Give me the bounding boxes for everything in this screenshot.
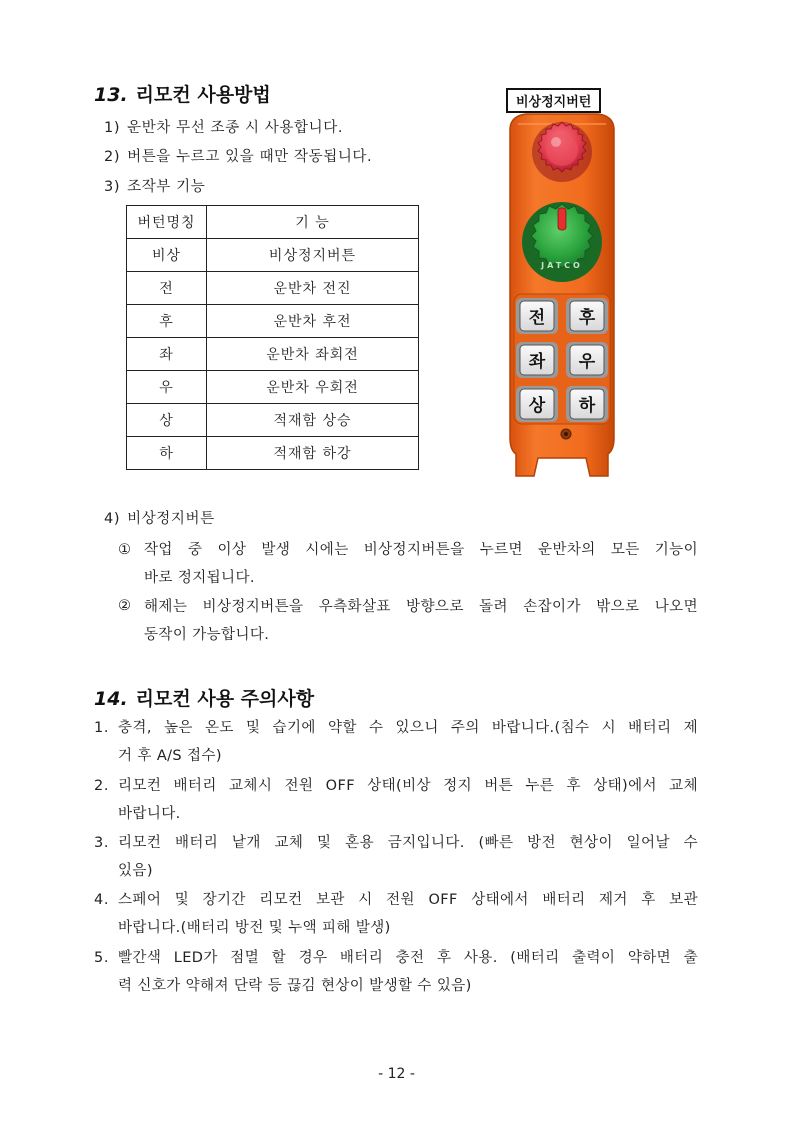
table-cell: 좌 xyxy=(127,338,207,371)
table-cell: 비상정지버튼 xyxy=(207,239,419,272)
list-marker: 2. xyxy=(94,778,110,794)
emergency-stop-label: 비상정지버턴 xyxy=(506,88,601,113)
list-item: 3) 조작부 기능 xyxy=(104,179,206,195)
function-table xyxy=(126,205,419,470)
page-number: - 12 - xyxy=(378,1066,415,1082)
remote-key-right[interactable] xyxy=(566,342,608,378)
rotary-knob[interactable] xyxy=(522,202,602,282)
remote-key-forward[interactable] xyxy=(516,298,558,334)
svg-text:좌: 좌 xyxy=(528,352,546,372)
list-line: 바랍니다.(배터리 방전 및 누액 피해 발생) xyxy=(118,920,391,936)
table-row xyxy=(127,338,419,371)
section-14-title xyxy=(94,684,314,711)
list-line: 빨간색 LED가 점멸 할 경우 배터리 충전 후 사용. (배터리 출력이 약하면 출 xyxy=(118,950,698,966)
list-marker: 4. xyxy=(94,892,110,908)
list-line: 있음) xyxy=(118,863,153,879)
sub-item-line: 바로 정지됩니다. xyxy=(144,570,255,586)
svg-text:우: 우 xyxy=(578,352,596,372)
sub-item-line: 작업 중 이상 발생 시에는 비상정지버튼을 누르면 운반차의 모든 기능이 xyxy=(144,542,698,558)
list-line: 스페어 및 장기간 리모컨 보관 시 전원 OFF 상태에서 배터리 제거 후 보관 xyxy=(118,892,698,908)
table-cell: 전 xyxy=(127,272,207,305)
list-line: 력 신호가 약해져 단락 등 끊김 현상이 발생할 수 있음) xyxy=(118,978,472,994)
list-item: 4) 비상정지버튼 xyxy=(104,511,215,527)
remote-key-left[interactable] xyxy=(516,342,558,378)
svg-text:전: 전 xyxy=(528,308,546,328)
table-cell: 운반차 좌회전 xyxy=(207,338,419,371)
table-cell: 운반차 후전 xyxy=(207,305,419,338)
emergency-stop-button[interactable] xyxy=(532,122,592,182)
remote-key-down[interactable] xyxy=(566,386,608,422)
list-marker: 1. xyxy=(94,720,110,736)
table-cell: 운반차 전진 xyxy=(207,272,419,305)
section-13-number: 13. xyxy=(94,84,128,106)
table-row xyxy=(127,371,419,404)
remote-key-backward[interactable] xyxy=(566,298,608,334)
sub-item-line: 해제는 비상정지버튼을 우측화살표 방향으로 돌려 손잡이가 밖으로 나오면 xyxy=(144,599,698,615)
table-cell: 적재함 하강 xyxy=(207,437,419,470)
table-cell: 하 xyxy=(127,437,207,470)
svg-text:후: 후 xyxy=(578,308,596,328)
remote-control-image xyxy=(496,108,628,482)
svg-text:하: 하 xyxy=(578,396,596,416)
table-header-row xyxy=(127,206,419,239)
list-marker: 3. xyxy=(94,835,110,851)
section-13-title xyxy=(94,80,271,107)
section-14-number: 14. xyxy=(94,688,128,710)
table-header-cell: 기 능 xyxy=(207,206,419,239)
svg-text:상: 상 xyxy=(528,396,546,416)
list-line: 리모컨 배터리 교체시 전원 OFF 상태(비상 정지 버튼 누른 후 상태)에서 교체 xyxy=(118,778,698,794)
table-row xyxy=(127,272,419,305)
remote-key-up[interactable] xyxy=(516,386,558,422)
sub-item-line: 동작이 가능합니다. xyxy=(144,627,270,643)
list-marker: 5. xyxy=(94,950,110,966)
list-line: 거 후 A/S 접수) xyxy=(118,748,222,764)
table-cell: 후 xyxy=(127,305,207,338)
table-row xyxy=(127,437,419,470)
list-item: 1) 운반차 무선 조종 시 사용합니다. xyxy=(104,120,344,136)
table-cell: 상 xyxy=(127,404,207,437)
table-cell: 적재함 상승 xyxy=(207,404,419,437)
table-row xyxy=(127,239,419,272)
list-line: 바랍니다. xyxy=(118,806,181,822)
table-cell: 비상 xyxy=(127,239,207,272)
section-13-title-text: 리모컨 사용방법 xyxy=(135,84,271,106)
table-row xyxy=(127,305,419,338)
table-header-cell: 버턴명칭 xyxy=(127,206,207,239)
section-14-title-text: 리모컨 사용 주의사항 xyxy=(135,688,315,710)
sub-item-marker: ② xyxy=(118,598,132,614)
knob-brand-text: JATCO xyxy=(541,261,583,270)
table-cell: 운반차 우회전 xyxy=(207,371,419,404)
list-item: 2) 버튼을 누르고 있을 때만 작동됩니다. xyxy=(104,149,373,165)
list-line: 충격, 높은 온도 및 습기에 약할 수 있으니 주의 바랍니다.(침수 시 배터리 제 xyxy=(118,720,698,736)
table-row xyxy=(127,404,419,437)
table-cell: 우 xyxy=(127,371,207,404)
sub-item-marker: ① xyxy=(118,542,132,558)
list-line: 리모컨 배터리 낱개 교체 및 혼용 금지입니다. (빠른 방전 현상이 일어날 수 xyxy=(118,835,698,851)
